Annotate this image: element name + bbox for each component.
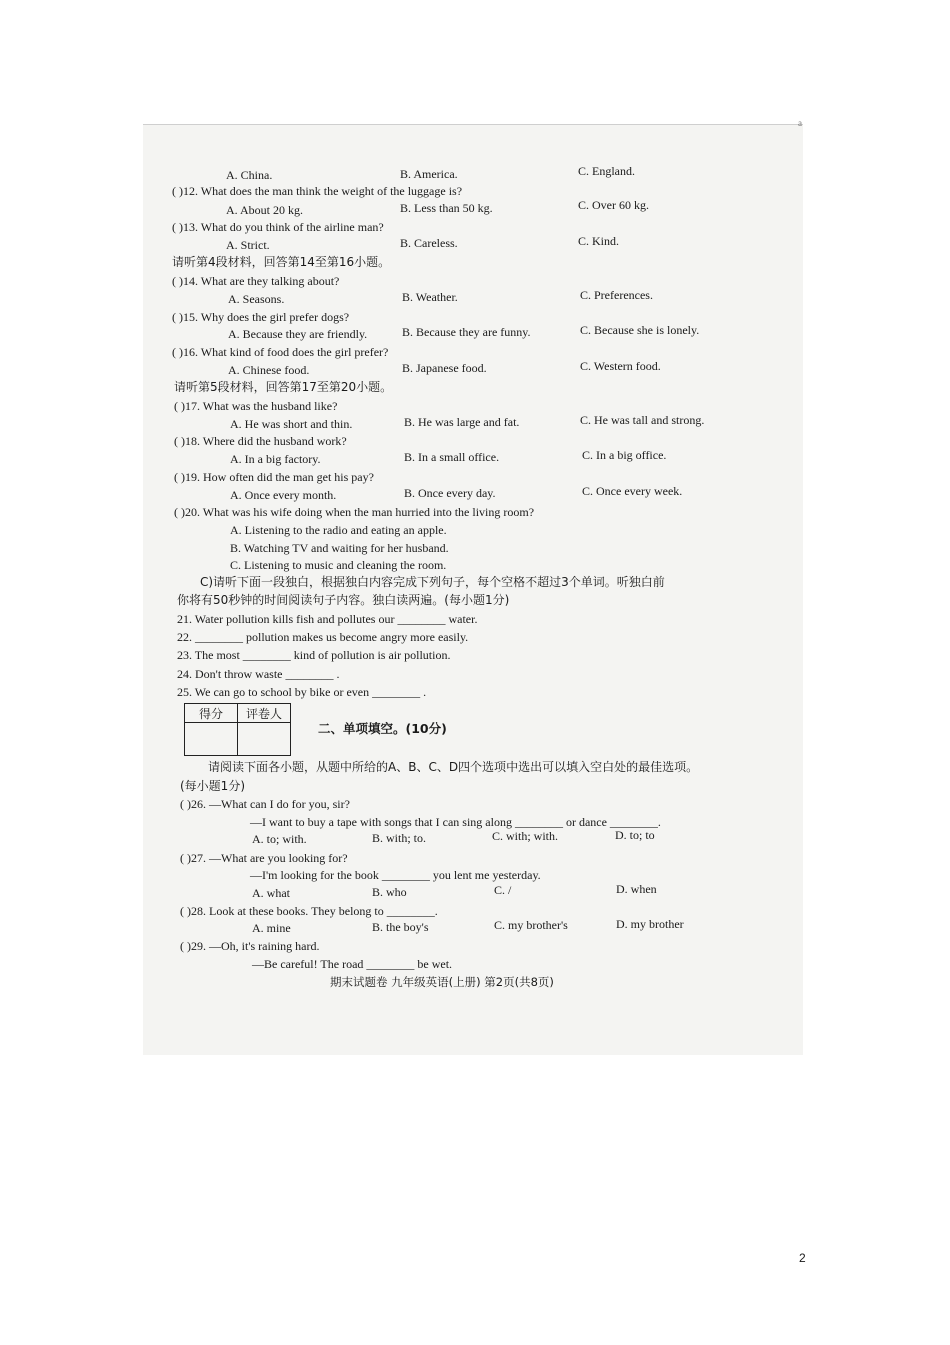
text-line: A. Once every month. [230, 488, 337, 502]
text-line: 请听第4段材料，回答第14至第16小题。 [172, 255, 391, 269]
text-line: C. Once every week. [582, 484, 683, 498]
text-line: —I want to buy a tape with songs that I can sing along ________ or dance ________. [250, 815, 661, 829]
text-line: C. with; with. [492, 829, 559, 843]
score-table [184, 703, 291, 756]
text-line: 请听第5段材料，回答第17至第20小题。 [174, 380, 393, 394]
text-line: B. Because they are funny. [402, 325, 531, 339]
text-line: A. In a big factory. [230, 452, 321, 466]
grader-cell [238, 723, 291, 756]
text-line: ( )20. What was his wife doing when the man hurried into the living room? [174, 505, 535, 519]
text-line: ( )17. What was the husband like? [174, 399, 338, 413]
text-line: A. Listening to the radio and eating an apple. [230, 523, 447, 537]
text-line: ( )26. —What can I do for you, sir? [180, 797, 350, 811]
corner-mark: a [798, 118, 802, 128]
text-line: D. to; to [615, 828, 655, 842]
text-line: ( )16. What kind of food does the girl prefer? [172, 345, 389, 359]
text-line: C. Because she is lonely. [580, 323, 700, 337]
section-title: 二、单项填空。(10分) [318, 721, 447, 736]
text-line: A. About 20 kg. [226, 203, 304, 217]
text-line: 21. Water pollution kills fish and pollutes our ________ water. [177, 612, 478, 626]
text-line: —I'm looking for the book ________ you lent me yesterday. [250, 868, 541, 882]
text-line: ( )15. Why does the girl prefer dogs? [172, 310, 350, 324]
text-line: B. He was large and fat. [404, 415, 520, 429]
text-line: A. what [252, 886, 290, 900]
text-line: —Be careful! The road ________ be wet. [252, 957, 453, 971]
text-line: C)请听下面一段独白，根据独白内容完成下列句子，每个空格不超过3个单词。听独白前 [200, 575, 665, 589]
text-line: 24. Don't throw waste ________ . [177, 667, 340, 681]
text-line: B. with; to. [372, 831, 427, 845]
text-line: ( )18. Where did the husband work? [174, 434, 347, 448]
text-line: B. the boy's [372, 920, 429, 934]
text-line: C. my brother's [494, 918, 568, 932]
text-line: B. Less than 50 kg. [400, 201, 493, 215]
text-line: ( )13. What do you think of the airline man? [172, 220, 384, 234]
page-number: 2 [799, 1251, 806, 1265]
text-line: A. China. [226, 168, 273, 182]
text-line: C. Listening to music and cleaning the room. [230, 558, 447, 572]
text-line: C. Over 60 kg. [578, 198, 649, 212]
text-line: 22. ________ pollution makes us become angry more easily. [177, 630, 469, 644]
text-line: 你将有50秒钟的时间阅读句子内容。独白读两遍。(每小题1分) [177, 593, 510, 607]
text-line: ( )14. What are they talking about? [172, 274, 340, 288]
text-line: A. Seasons. [228, 292, 285, 306]
text-line: C. / [494, 883, 512, 897]
text-line: C. He was tall and strong. [580, 413, 705, 427]
text-line: B. America. [400, 167, 458, 181]
text-line: C. In a big office. [582, 448, 667, 462]
text-line: C. Preferences. [580, 288, 653, 302]
text-line: A. Because they are friendly. [228, 327, 368, 341]
text-line: C. Kind. [578, 234, 620, 248]
text-line: A. Chinese food. [228, 363, 310, 377]
text-line: 请阅读下面各小题，从题中所给的A、B、C、D四个选项中选出可以填入空白处的最佳选项。 [208, 760, 699, 774]
text-line: 25. We can go to school by bike or even ________ . [177, 685, 427, 699]
score-header: 得分 [185, 704, 238, 723]
text-line: ( )27. —What are you looking for? [180, 851, 348, 865]
text-line: A. mine [252, 921, 291, 935]
text-line: A. to; with. [252, 832, 307, 846]
text-line: C. Western food. [580, 359, 661, 373]
text-line: ( )28. Look at these books. They belong to ________. [180, 904, 438, 918]
text-line: B. who [372, 885, 407, 899]
text-line: ( )19. How often did the man get his pay? [174, 470, 374, 484]
text-line: B. Once every day. [404, 486, 496, 500]
text-line: 23. The most ________ kind of pollution is air pollution. [177, 648, 451, 662]
text-line: A. He was short and thin. [230, 417, 353, 431]
score-cell [185, 723, 238, 756]
text-line: ( )29. —Oh, it's raining hard. [180, 939, 320, 953]
page-footer: 期末试题卷 九年级英语(上册) 第2页(共8页) [330, 975, 554, 989]
text-line: B. Careless. [400, 236, 458, 250]
text-line: (每小题1分) [180, 779, 245, 793]
text-line: C. England. [578, 164, 635, 178]
text-line: ( )12. What does the man think the weight of the luggage is? [172, 184, 463, 198]
text-line: B. In a small office. [404, 450, 500, 464]
text-line: D. my brother [616, 917, 684, 931]
text-line: B. Weather. [402, 290, 458, 304]
text-line: D. when [616, 882, 657, 896]
text-line: B. Watching TV and waiting for her husband. [230, 541, 449, 555]
text-line: B. Japanese food. [402, 361, 487, 375]
text-line: A. Strict. [226, 238, 270, 252]
grader-header: 评卷人 [238, 704, 291, 723]
